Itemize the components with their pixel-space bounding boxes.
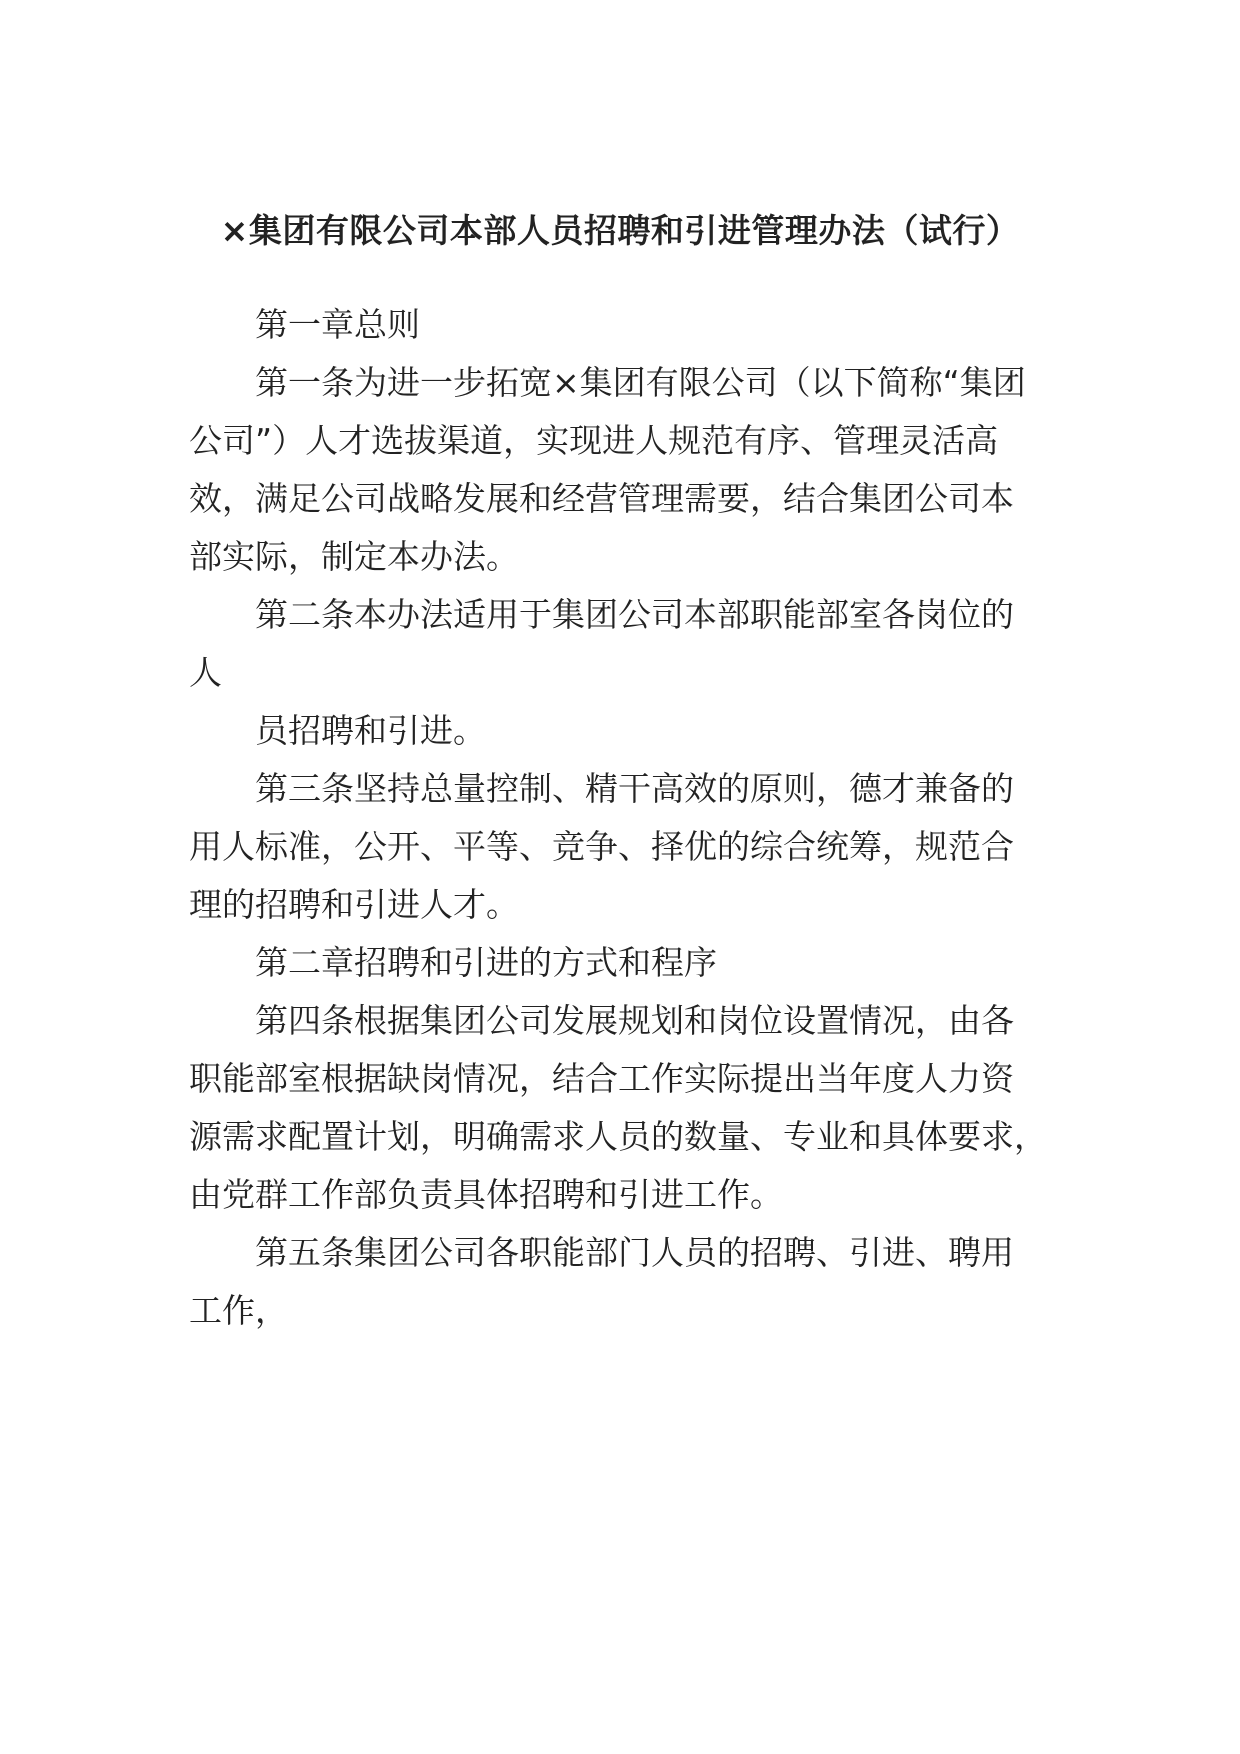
body-line: 第四条根据集团公司发展规划和岗位设置情况，由各 bbox=[255, 1001, 1014, 1040]
document-title: ×集团有限公司本部人员招聘和引进管理办法（试行） bbox=[220, 211, 1020, 250]
body-line: 员招聘和引进。 bbox=[255, 711, 486, 750]
body-line: 由党群工作部负责具体招聘和引进工作。 bbox=[189, 1175, 783, 1214]
body-line: 源需求配置计划，明确需求人员的数量、专业和具体要求， bbox=[189, 1117, 1047, 1156]
body-line: 效，满足公司战略发展和经营管理需要，结合集团公司本 bbox=[189, 479, 1014, 518]
body-line: 公司”）人才选拔渠道，实现进人规范有序、管理灵活高 bbox=[189, 421, 999, 460]
body-line: 第五条集团公司各职能部门人员的招聘、引进、聘用 bbox=[255, 1233, 1014, 1272]
body-line: 第一条为进一步拓宽×集团有限公司（以下简称“集团 bbox=[255, 363, 1026, 402]
body-line: 职能部室根据缺岗情况，结合工作实际提出当年度人力资 bbox=[189, 1059, 1014, 1098]
body-line: 第二章招聘和引进的方式和程序 bbox=[255, 943, 717, 982]
body-line: 部实际，制定本办法。 bbox=[189, 537, 519, 576]
body-line: 第二条本办法适用于集团公司本部职能部室各岗位的 bbox=[255, 595, 1014, 634]
body-line: 理的招聘和引进人才。 bbox=[189, 885, 519, 924]
body-line: 第三条坚持总量控制、精干高效的原则，德才兼备的 bbox=[255, 769, 1014, 808]
body-line: 工作， bbox=[189, 1291, 288, 1330]
body-line: 人 bbox=[189, 653, 222, 692]
body-line: 用人标准，公开、平等、竞争、择优的综合统筹，规范合 bbox=[189, 827, 1014, 866]
body-line: 第一章总则 bbox=[255, 305, 420, 344]
